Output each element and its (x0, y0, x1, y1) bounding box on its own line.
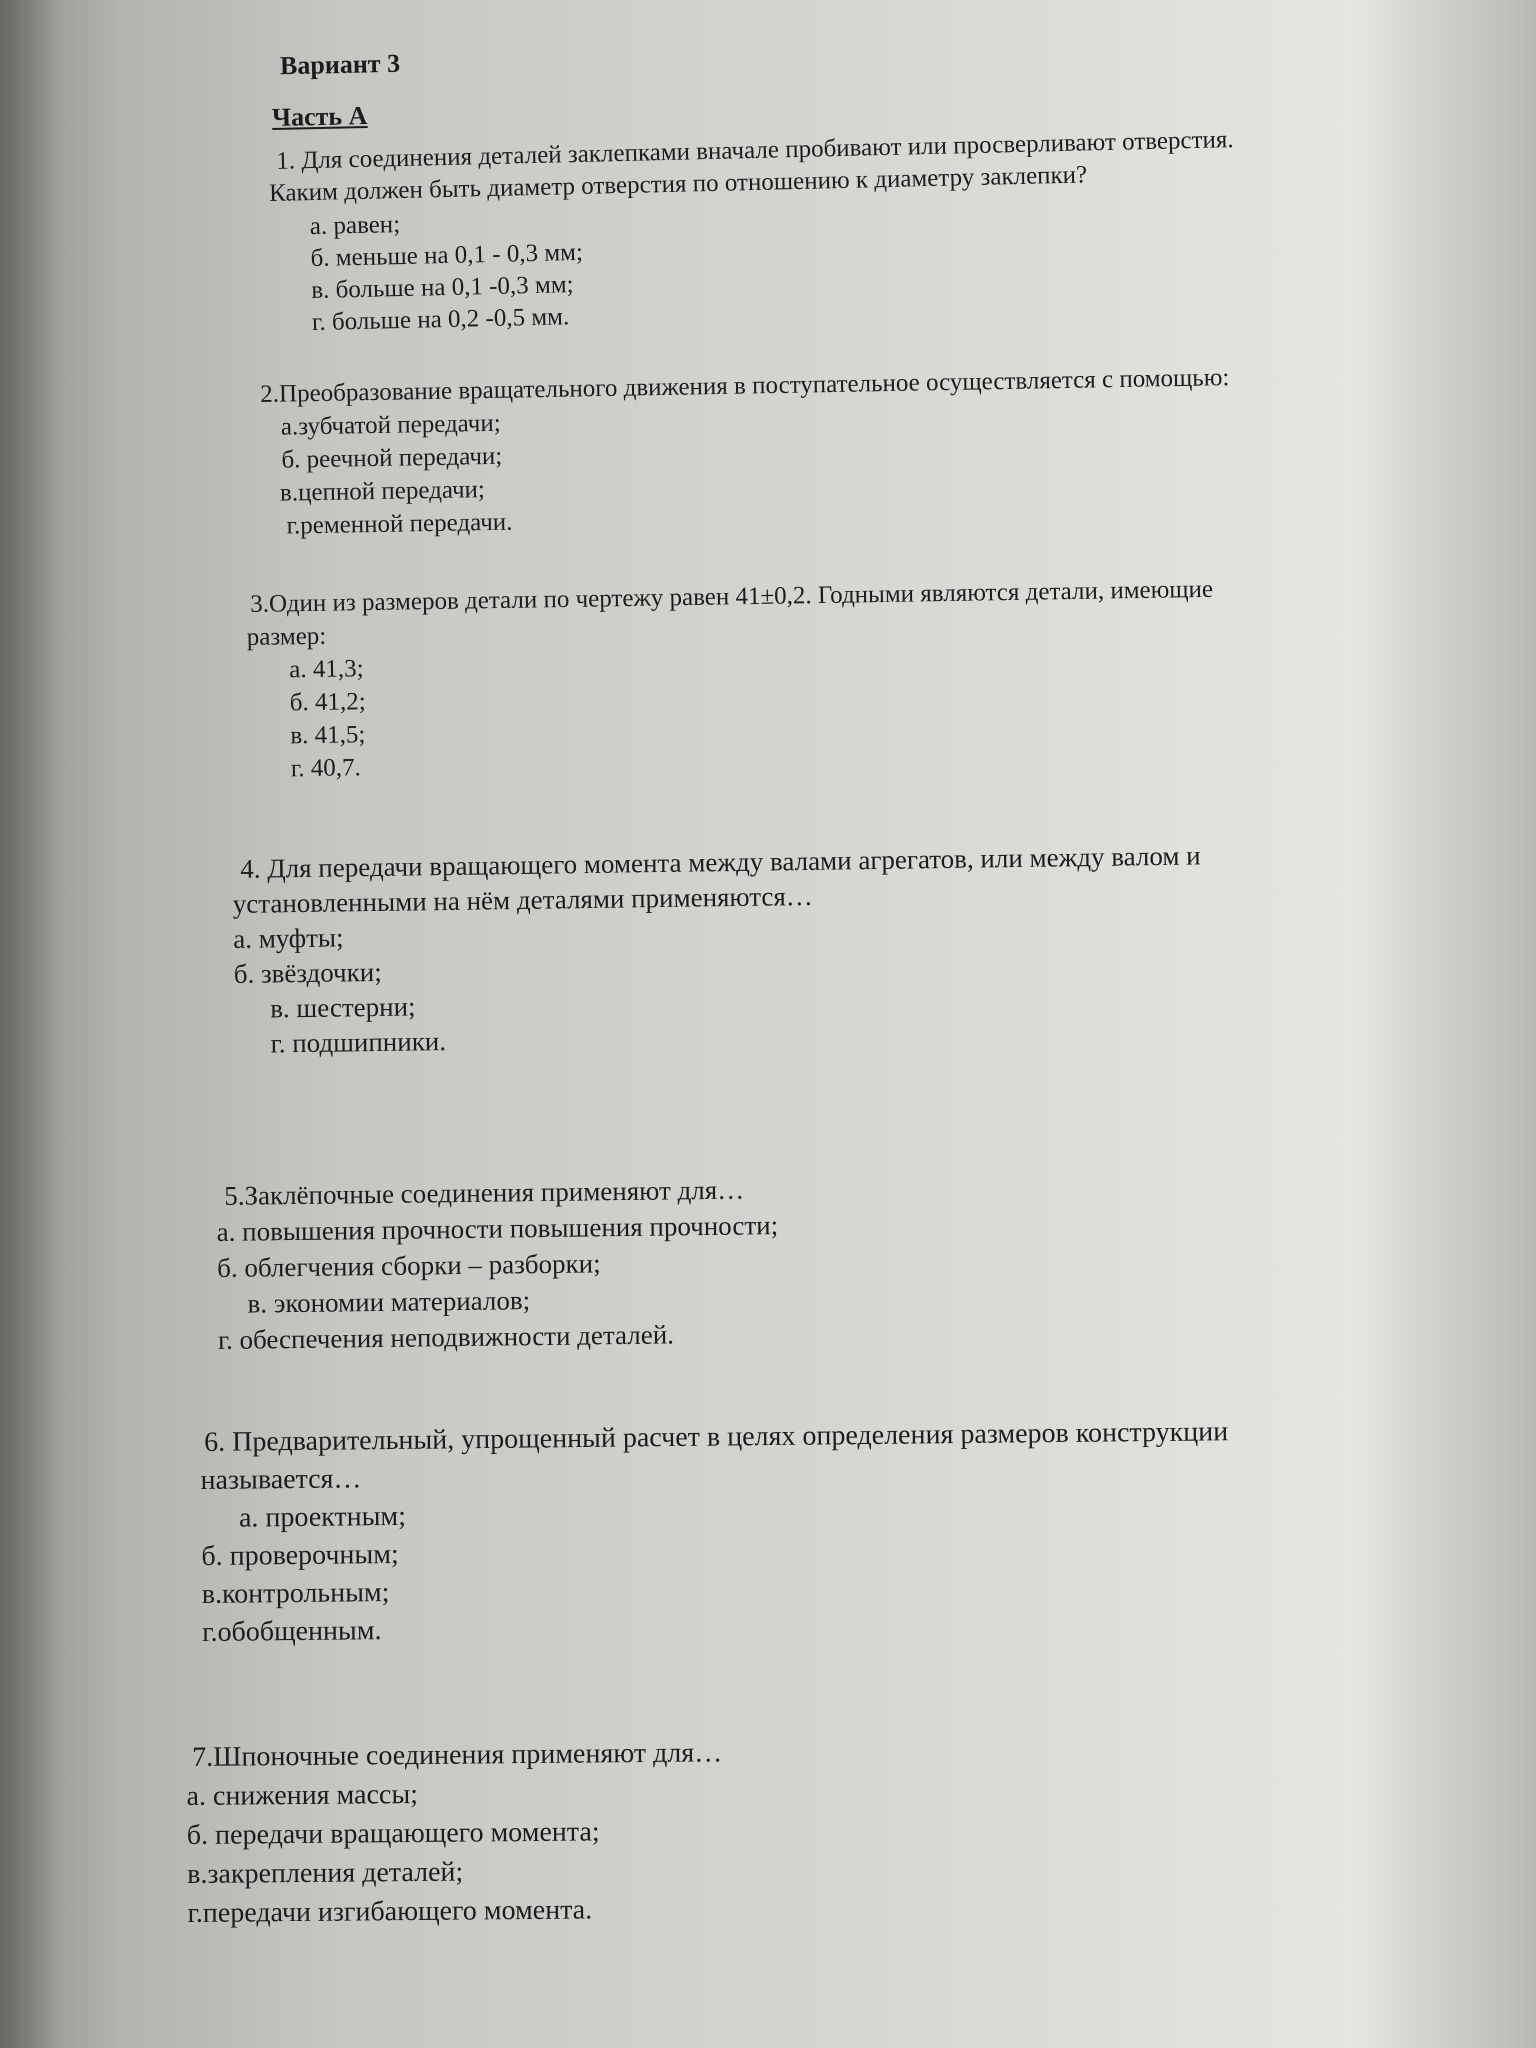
question-6-option-v: в.контрольным; (201, 1577, 390, 1610)
question-2 (260, 361, 1232, 543)
question-5-text-line-1: 5.Заклёпочные соединения применяют для… (224, 1174, 745, 1211)
question-5 (216, 1171, 780, 1358)
question-5-option-v: в. экономии материалов; (247, 1285, 531, 1319)
question-3-text-line-2: размер: (246, 622, 327, 651)
question-5-option-a: а. повышения прочности повышения прочности; (216, 1210, 779, 1247)
question-7-option-b: б. передачи вращающего момента; (186, 1816, 600, 1851)
variant-heading: Вариант 3 (279, 48, 401, 81)
question-1-text-line-2: Каким должен быть диаметр отверстия по отношению к диаметру заклепки? (268, 161, 1088, 207)
question-1-option-g: г. больше на 0,2 -0,5 мм. (311, 303, 570, 337)
question-4-option-a: а. муфты; (233, 922, 344, 954)
question-6-option-b: б. проверочным; (201, 1538, 399, 1572)
question-2-option-v: в.цепной передачи; (279, 476, 486, 507)
question-1-option-b: б. меньше на 0,1 - 0,3 мм; (310, 238, 584, 273)
question-6-text-line-2: называется… (200, 1463, 362, 1496)
question-7-text-line-1: 7.Шпоночные соединения применяют для… (192, 1737, 723, 1773)
question-2-option-a: а.зубчатой передачи; (280, 409, 501, 441)
question-1-text-line-1: 1. Для соединения деталей заклепками вначале пробивают или просверливают отверстия. (276, 126, 1234, 175)
question-4-option-g: г. подшипники. (270, 1026, 447, 1059)
question-4-text-line-2: установленными на нём деталями применяются… (232, 880, 813, 919)
question-5-option-b: б. облегчения сборки – разборки; (216, 1248, 601, 1283)
question-3-option-v: в. 41,5; (290, 721, 366, 750)
question-7-option-a: а. снижения массы; (186, 1778, 419, 1812)
question-3-option-g: г. 40,7. (290, 754, 361, 783)
page-edge-shadow (0, 0, 60, 2048)
question-3 (246, 573, 1216, 786)
question-6-option-g: г.обобщенным. (202, 1615, 382, 1648)
question-2-option-b: б. реечной передачи; (281, 442, 503, 474)
question-7-option-g: г.передачи изгибающего момента. (187, 1894, 593, 1929)
question-1-option-a: а. равен; (309, 211, 401, 241)
question-1 (268, 124, 1238, 340)
question-6 (200, 1413, 1230, 1652)
question-1-option-v: в. больше на 0,1 -0,3 мм; (310, 271, 574, 305)
question-4 (232, 838, 1203, 1062)
test-sheet (150, 20, 1530, 2040)
question-4-option-v: в. шестерни; (269, 991, 416, 1024)
question-5-option-g: г. обеспечения неподвижности деталей. (217, 1319, 675, 1355)
question-6-option-a: а. проектным; (238, 1500, 407, 1534)
part-heading: Часть А (271, 101, 368, 132)
question-2-text-line-1: 2.Преобразование вращательного движения в поступательное осуществляется с помощью: (260, 364, 1230, 408)
question-4-option-b: б. звёздочки; (233, 956, 382, 989)
question-3-option-a: а. 41,3; (289, 655, 364, 684)
question-6-text-line-1: 6. Предварительный, упрощенный расчет в целях определения размеров конструкции (204, 1416, 1229, 1458)
question-4-text-line-1: 4. Для передачи вращающего момента между валами агрегатов, или между валом и (240, 840, 1201, 884)
question-3-text-line-1: 3.Один из размеров детали по чертежу равен 41±0,2. Годными являются детали, имеющие (250, 575, 1214, 618)
question-3-option-b: б. 41,2; (289, 688, 366, 717)
question-7 (186, 1733, 724, 1933)
question-2-option-g: г.ременной передачи. (286, 508, 513, 540)
question-7-option-v: в.закрепления деталей; (187, 1856, 464, 1890)
